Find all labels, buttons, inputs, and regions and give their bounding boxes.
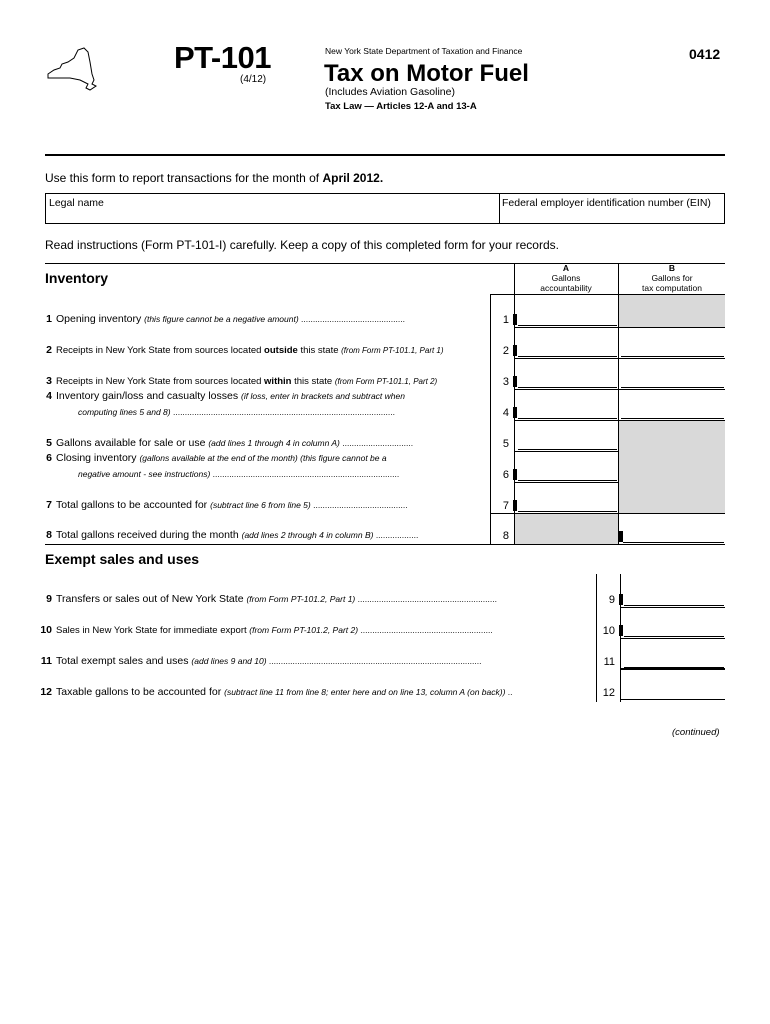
- col-b-left-border: [618, 263, 619, 294]
- line-3-col-a-input[interactable]: [518, 375, 617, 388]
- line-5-col-a-input[interactable]: [518, 437, 617, 450]
- line-6-top-rule: [514, 451, 619, 452]
- line-1-text: Opening inventory: [56, 313, 145, 325]
- line-10-input[interactable]: [624, 624, 724, 637]
- line-4-number: 4: [46, 390, 52, 402]
- line-3-note: (from Form PT-101.1, Part 2): [334, 377, 438, 386]
- form-code: 0412: [689, 46, 721, 62]
- line-1-number: 1: [46, 313, 52, 325]
- line-6-cont-text: negative amount - see instructions): [78, 469, 211, 479]
- line-5-text: Gallons available for sale or use: [56, 437, 209, 449]
- line-3-text-2: this state: [291, 376, 335, 387]
- line-7-bottom-rule: [490, 513, 725, 514]
- line-2-text-2: this state: [297, 345, 342, 356]
- line-11-note: (add lines 9 and 10): [191, 656, 267, 666]
- line-7: [34, 499, 408, 511]
- box-7-marker: [513, 500, 517, 511]
- line-10-top-rule: [620, 607, 725, 608]
- line-9-input[interactable]: [624, 593, 724, 606]
- line-10-text: Sales in New York State for immediate export: [56, 625, 250, 636]
- line-12-text: Taxable gallons to be accounted for: [56, 686, 225, 698]
- legal-name-label: Legal name: [49, 197, 104, 209]
- line-1-dots: ............................................: [298, 314, 405, 324]
- line-6-continued: [78, 468, 399, 480]
- box-2-marker: [513, 345, 517, 356]
- ein-field[interactable]: [502, 210, 722, 223]
- line-4-col-a-input[interactable]: [518, 406, 617, 419]
- line-9-text: Transfers or sales out of New York State: [56, 593, 247, 605]
- line-4-continued: [78, 406, 395, 418]
- column-b-header: [619, 263, 725, 293]
- line-6: [34, 452, 387, 464]
- box-6-marker: [513, 469, 517, 480]
- column-a-letter: A: [562, 263, 570, 273]
- col-a-shaded-line8: [515, 514, 618, 544]
- line-6-bottom-rule: [514, 482, 619, 483]
- box-1-marker: [513, 314, 517, 325]
- line-4-note: (if loss, enter in brackets and subtract when: [241, 391, 405, 401]
- line-9-dots: ...........................................................: [355, 594, 497, 604]
- line-12-number: 12: [40, 686, 52, 698]
- line-11-input[interactable]: [624, 655, 724, 668]
- line-2: [34, 344, 444, 356]
- line-5-dots: ..............................: [339, 438, 414, 448]
- line-2-text: Receipts in New York State from sources located: [56, 345, 265, 356]
- line-11-number: 11: [40, 655, 52, 667]
- line-12-note: (subtract line 11 from line 8; enter here and on line 13, column A (on back)): [224, 687, 506, 697]
- tax-law-reference: Tax Law — Articles 12-A and 13-A: [325, 101, 477, 112]
- box-4-marker: [513, 407, 517, 418]
- line-1-note: (this figure cannot be a negative amount): [144, 314, 299, 324]
- line-9: [34, 593, 497, 605]
- line-9-number: 9: [46, 593, 52, 605]
- line-11: [34, 655, 481, 667]
- ein-label: Federal employer identification number (EIN): [502, 197, 711, 209]
- box-3-label: 3: [502, 376, 509, 388]
- line-3-top-rule: [514, 358, 725, 359]
- line-3-text: Receipts in New York State from sources located: [56, 376, 265, 387]
- form-revision: (4/12): [240, 74, 267, 85]
- box-1-label: 1: [502, 314, 509, 326]
- box-9-marker: [619, 594, 623, 605]
- form-number: PT-101: [174, 40, 271, 75]
- department-name: New York State Department of Taxation and Finance: [325, 46, 523, 56]
- header-divider: [45, 154, 725, 156]
- line-12-input[interactable]: [621, 686, 725, 700]
- line-9-note: (from Form PT-101.2, Part 1): [246, 594, 356, 604]
- box-8-label: 8: [502, 530, 509, 542]
- line-4-cont-text: computing lines 5 and 8): [78, 407, 171, 417]
- line-10-dots: ........................................................: [358, 625, 493, 635]
- line-1: [34, 313, 405, 325]
- continued-note: (continued): [672, 727, 720, 738]
- inventory-heading: Inventory: [45, 270, 109, 286]
- col-b-shaded-lines5-7: [619, 420, 725, 514]
- box-12-label: 12: [602, 687, 615, 699]
- line-7-col-a-input[interactable]: [518, 499, 617, 512]
- column-a-label-1: Gallons: [551, 273, 581, 283]
- column-a-header: [514, 263, 618, 293]
- line-4-text: Inventory gain/loss and casualty losses: [56, 390, 242, 402]
- line-5-note: (add lines 1 through 4 in column A): [208, 438, 340, 448]
- line-6-text: Closing inventory: [56, 452, 140, 464]
- line-10-number: 10: [40, 624, 52, 636]
- exempt-top-rule: [45, 544, 725, 545]
- line-3: [34, 375, 437, 387]
- exempt-number-column-border: [596, 574, 597, 702]
- exempt-heading: Exempt sales and uses: [45, 551, 200, 567]
- box-6-label: 6: [502, 469, 509, 481]
- line-7-text: Total gallons to be accounted for: [56, 499, 211, 511]
- col-b-shaded-line1: [619, 295, 725, 327]
- line-7-note: (subtract line 6 from line 5): [210, 500, 311, 510]
- line-3-col-b-input[interactable]: [621, 375, 724, 388]
- reporting-month: April 2012.: [322, 171, 384, 185]
- line-2-note: (from Form PT-101.1, Part 1): [341, 346, 444, 355]
- legal-name-field[interactable]: [49, 210, 494, 223]
- reporting-period-text: Use this form to report transactions for the month of April 2012.: [45, 171, 384, 185]
- box-5-label: 5: [502, 438, 509, 450]
- line-6-col-a-input[interactable]: [518, 468, 617, 481]
- col-a-left-border: [514, 263, 515, 294]
- box-7-label: 7: [502, 500, 509, 512]
- box-9-label: 9: [608, 594, 615, 606]
- column-a-label-2: accountability: [540, 283, 592, 293]
- line-12: [34, 686, 513, 698]
- line-number-column-border: [490, 294, 491, 544]
- line-11-top-rule: [620, 638, 725, 639]
- line-8-text: Total gallons received during the month: [56, 529, 242, 541]
- line-11-dots: ..........................................................................................: [266, 656, 482, 666]
- form-subtitle: (Includes Aviation Gasoline): [325, 86, 455, 98]
- line-12-dots: ..: [505, 687, 513, 697]
- column-b-letter: B: [668, 263, 676, 273]
- line-2-col-a-input[interactable]: [518, 344, 617, 357]
- line-10: [34, 624, 493, 636]
- line-5-number: 5: [46, 437, 52, 449]
- line-10-note: (from Form PT-101.2, Part 2): [249, 625, 359, 635]
- line-4-bottom-rule: [514, 420, 725, 421]
- line-8: [34, 529, 418, 541]
- line-7-number: 7: [46, 499, 52, 511]
- box-4-label: 4: [502, 407, 509, 419]
- line-8-col-b-input[interactable]: [623, 530, 724, 543]
- line-6-number: 6: [46, 452, 52, 464]
- line-3-number: 3: [46, 375, 52, 387]
- box-11-label: 11: [603, 656, 615, 668]
- box-2-label: 2: [502, 345, 509, 357]
- line-6-note: (gallons available at the end of the month) (this figure cannot be a: [139, 453, 387, 463]
- line-11-text: Total exempt sales and uses: [56, 655, 192, 667]
- line-4: [34, 390, 405, 402]
- box-10-marker: [619, 625, 623, 636]
- line-4-dots: ..............................................................................................: [170, 407, 395, 417]
- line-1-col-a-input[interactable]: [518, 313, 617, 326]
- identification-divider: [499, 193, 500, 224]
- line-11-bottom-rule: [620, 668, 725, 670]
- line-7-dots: ........................................: [310, 500, 408, 510]
- ny-state-map-icon: [40, 44, 100, 92]
- line-8-number: 8: [46, 529, 52, 541]
- line-8-dots: ..................: [373, 530, 419, 540]
- line-2-number: 2: [46, 344, 52, 356]
- form-title: Tax on Motor Fuel: [324, 60, 529, 87]
- instructions-text: Read instructions (Form PT-101-I) carefully. Keep a copy of this completed form for your records.: [45, 238, 559, 252]
- line-2-col-b-input[interactable]: [621, 344, 724, 357]
- line-4-col-b-input[interactable]: [621, 406, 724, 419]
- column-b-label-1: Gallons for: [651, 273, 693, 283]
- line-2-top-rule: [514, 327, 725, 328]
- line-4-top-rule: [514, 389, 725, 390]
- box-10-label: 10: [602, 625, 615, 637]
- box-3-marker: [513, 376, 517, 387]
- line-2-bold: outside: [264, 345, 298, 356]
- line-5: [34, 437, 413, 449]
- line-8-note: (add lines 2 through 4 in column B): [241, 530, 374, 540]
- line-3-bold: within: [264, 376, 292, 387]
- column-b-label-2: tax computation: [641, 283, 702, 293]
- line-6-dots: ...............................................................................: [210, 469, 400, 479]
